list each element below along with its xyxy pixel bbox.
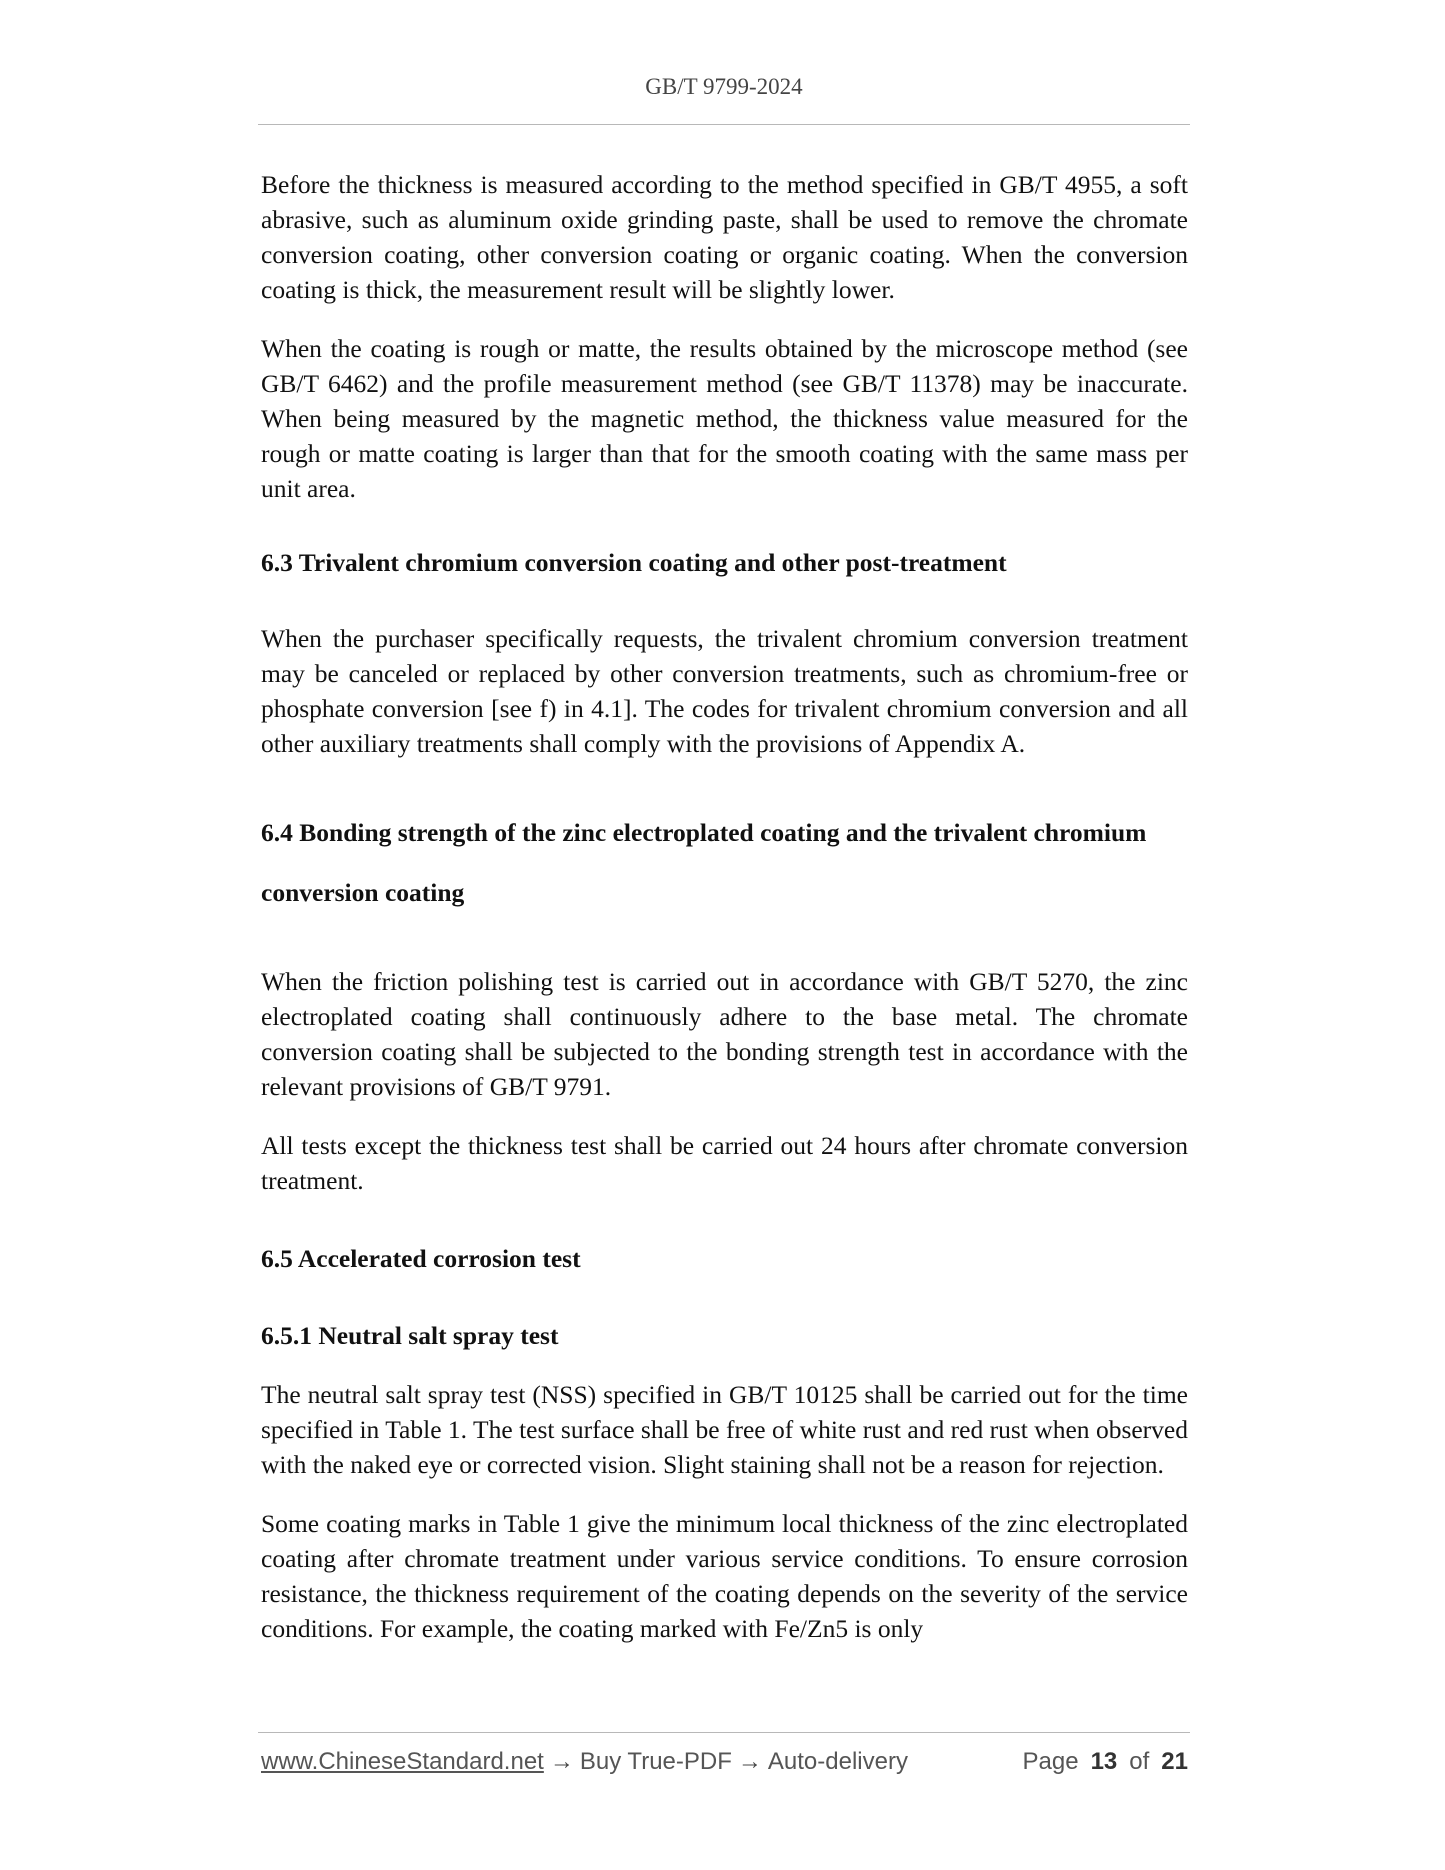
buy-true-pdf-text: Buy True-PDF [579,1748,732,1775]
paragraph: When the purchaser specifically requests, the trivalent chromium conversion treatment may be canceled or replaced by other conversion treatments, such as chromium-free or phosphate conversion [see f) in 4.1]. The codes for trivalent chromium conversion and all other auxiliary treatments shall comply with the provisions of Appendix A. [261,624,1188,758]
auto-delivery-text: Auto-delivery [767,1748,908,1775]
paragraph: Some coating marks in Table 1 give the minimum local thickness of the zinc electroplated coating after chromate treatment under various service conditions. To ensure corrosion resistance, the thickness requirement of the coating depends on the severity of the service conditions. For example, the coating marked with Fe/Zn5 is only [261,1509,1188,1643]
paragraph: When the coating is rough or matte, the results obtained by the microscope method (see GB/T 6462) and the profile measurement method (see GB/T 11378) may be inaccurate. When being measured by the magnetic method, the thickness value measured for the rough or matte coating is larger than that for the smooth coating with the same mass per unit area. [261,334,1188,503]
total-pages: 21 [1161,1748,1188,1775]
footer-divider [258,1732,1190,1733]
of-label: of [1129,1748,1150,1775]
site-link[interactable]: www.ChineseStandard.net [261,1748,544,1775]
section-heading-6-5: 6.5 Accelerated corrosion test [261,1244,581,1273]
section-heading-6-3: 6.3 Trivalent chromium conversion coating and other post-treatment [261,548,1007,577]
arrow-right-icon: → [549,1748,574,1775]
section-heading-6-5-1: 6.5.1 Neutral salt spray test [261,1321,559,1350]
paragraph: All tests except the thickness test shall be carried out 24 hours after chromate conversion treatment. [261,1131,1188,1195]
page-number [1023,1748,1188,1776]
paragraph: Before the thickness is measured according to the method specified in GB/T 4955, a soft abrasive, such as aluminum oxide grinding paste, shall be used to remove the chromate conversion coating, other conversion coating or organic coating. When the conversion coating is thick, the measurement result will be slightly lower. [261,170,1188,304]
paragraph: When the friction polishing test is carried out in accordance with GB/T 5270, the zinc electroplated coating shall continuously adhere to the base metal. The chromate conversion coating shall be subjected to the bonding strength test in accordance with the relevant provisions of GB/T 9791. [261,967,1188,1101]
header-divider [258,124,1190,125]
paragraph: The neutral salt spray test (NSS) specified in GB/T 10125 shall be carried out for the time specified in Table 1. The test surface shall be free of white rust and red rust when observed with the naked eye or corrected vision. Slight staining shall not be a reason for rejection. [261,1380,1188,1479]
page-label: Page [1022,1748,1079,1775]
page-footer [261,1748,1188,1776]
section-heading-6-4: 6.4 Bonding strength of the zinc electroplated coating and the trivalent chromium conversion coating [261,818,1147,907]
arrow-right-icon: → [737,1748,762,1775]
page-body [261,167,1188,1670]
current-page: 13 [1090,1748,1118,1775]
footer-promo [261,1748,908,1776]
page-header-standard-code: GB/T 9799-2024 [645,74,803,99]
